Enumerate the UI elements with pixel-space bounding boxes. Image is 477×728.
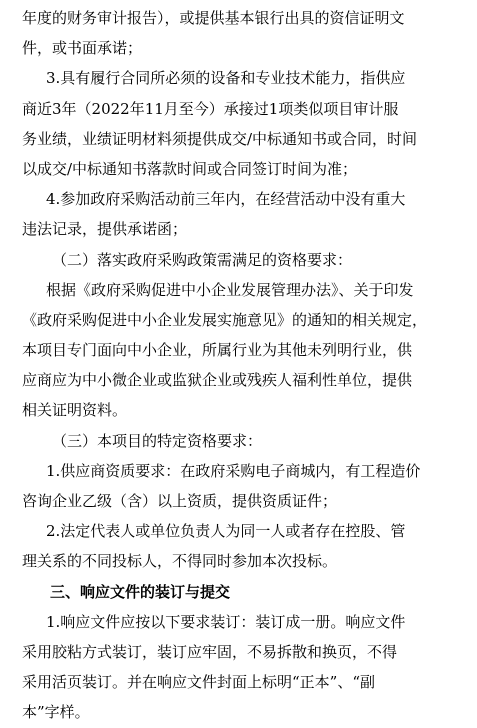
line-glue-binding: 采用胶粘方式装订，装订应牢固，不易拆散和换页，不得 — [22, 642, 398, 661]
line-commitment-letter: 违法记录，提供承诺函； — [22, 220, 188, 239]
line-similar-project-experience: 商近3年（2022年11月至今）承接过1项类似项目审计服 — [22, 99, 399, 118]
line-policy-notice: 《政府采购促进中小企业发展实施意见》的通知的相关规定， — [22, 310, 428, 329]
line-cover-marking: 采用活页装订。并在响应文件封面上标明“正本”、“副 — [22, 673, 376, 692]
section-3-specific-requirements: （三）本项目的特定资格要求： — [52, 431, 263, 450]
line-financial-audit-report: 年度的财务审计报告），或提供基本银行出具的资信证明文 — [22, 9, 405, 27]
line-supplier-type: 应商应为中小微企业或监狱企业或残疾人福利性单位，提供 — [22, 371, 413, 390]
line-copy-label: 本”字样。 — [22, 703, 90, 722]
line-written-commitment: 件，或书面承诺； — [22, 39, 143, 58]
requirement-binding: 1.响应文件应按以下要求装订：装订成一册。响应文件 — [46, 612, 406, 631]
section-2-policy-requirements: （二）落实政府采购政策需满足的资格要求： — [52, 250, 353, 269]
requirement-3-equipment-capability: 3.具有履行合同所必须的设备和专业技术能力，指供应 — [46, 69, 406, 88]
line-sme-oriented: 本项目专门面向中小企业，所属行业为其他未列明行业，供 — [22, 341, 413, 360]
requirement-4-no-violations: 4.参加政府采购活动前三年内，在经营活动中没有重大 — [46, 190, 406, 209]
line-proof-materials: 相关证明资料。 — [22, 401, 128, 420]
line-no-joint-bidding: 理关系的不同投标人，不得同时参加本次投标。 — [22, 552, 338, 571]
requirement-qualification: 1.供应商资质要求：在政府采购电子商城内，有工程造价 — [46, 461, 421, 480]
section-heading-binding-submission: 三、响应文件的装订与提交 — [50, 582, 231, 601]
requirement-same-representative: 2.法定代表人或单位负责人为同一人或者存在控股、管 — [46, 522, 406, 541]
line-consulting-grade: 咨询企业乙级（含）以上资质，提供资质证件； — [22, 492, 338, 510]
line-date-basis: 以成交/中标通知书落款时间或合同签订时间为准； — [22, 159, 358, 178]
line-performance-proof: 务业绩，业绩证明材料须提供成交/中标通知书或合同，时间 — [22, 129, 418, 148]
line-policy-basis: 根据《政府采购促进中小企业发展管理办法》、关于印发 — [46, 280, 414, 299]
